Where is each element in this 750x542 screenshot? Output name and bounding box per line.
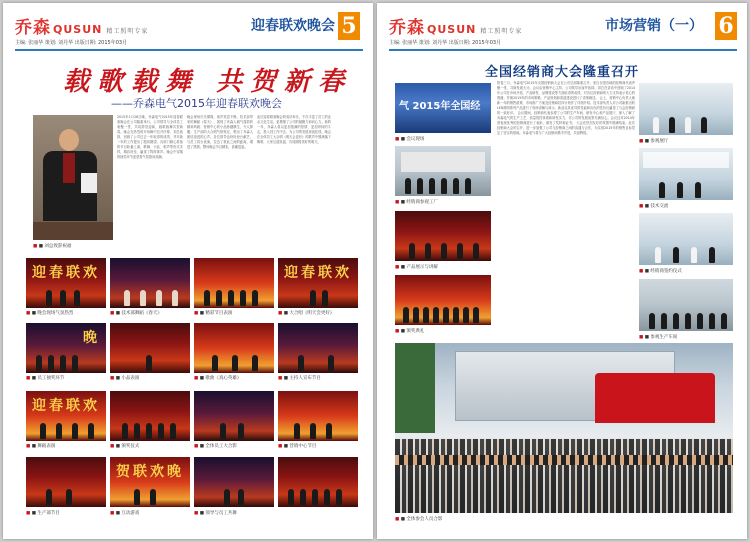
photo-caption: ■ ■ 员工抽奖环节 — [26, 375, 64, 381]
photo-caption: ■ ■ 小品表演 — [110, 375, 139, 381]
brand-logo: 乔森 QUSUN 精工照明专家 — [15, 18, 149, 38]
article-text-col-3: 此次迎春联欢晚会的成功举办，不仅丰富了员工的业余文化生活，更增强了公司的凝聚力和向心力。新的一年，乔森人将以更加饱满的热情、更加昂扬的斗志，投入到工作中去，为公司的发展再创佳绩。晚会在全体员工大合唱《明天会更好》的歌声中圆满落下帷幕，大家互道祝福，共同期待美好的明天。 — [257, 115, 331, 144]
photo-caption: ■ ■ 技术交流 — [639, 203, 668, 209]
grid-photo: 迎春联欢 — [278, 258, 358, 308]
photo-caption: ■ ■ 互动游戏 — [110, 510, 139, 516]
grid-photo — [639, 279, 733, 331]
right-page — [377, 3, 747, 539]
brand-logo: 乔森 QUSUN 精工照明专家 — [389, 18, 523, 38]
photo-caption: ■ ■ 领导与员工共舞 — [194, 510, 237, 516]
grid-photo — [110, 391, 190, 441]
photo-caption: ■ ■ 经销商参观工厂 — [395, 199, 438, 205]
photo-caption: ■ ■ 全体员工大合影 — [194, 443, 237, 449]
photo-caption: ■ ■ 颁奖典礼 — [395, 328, 424, 334]
grid-photo — [110, 323, 190, 373]
grid-photo: 气 2015年全国经 — [395, 83, 491, 133]
issue-meta: 主编: 张丽华 策划: 刘丹华 出版日期: 2015年03月 — [389, 40, 502, 46]
photo-caption: ■ ■ 精彩节目表演 — [194, 310, 232, 316]
grid-photo — [194, 391, 274, 441]
photo-caption: ■ ■ 大合唱《明天会更好》 — [278, 310, 334, 316]
grid-photo — [639, 148, 733, 200]
photo-caption: ■ ■ 刘总致辞祝福 — [33, 243, 71, 249]
page-number: 6 — [715, 12, 737, 40]
calligraphy-title: 载歌载舞 共贺新春 — [63, 67, 353, 97]
photo-caption: ■ ■ 生产部节目 — [26, 510, 60, 516]
grid-photo — [278, 391, 358, 441]
section-title: 迎春联欢晚会 — [251, 18, 335, 34]
grid-photo — [278, 323, 358, 373]
photo-caption: ■ ■ 经销商签约仪式 — [639, 268, 682, 274]
grid-photo — [194, 323, 274, 373]
article-subtitle: ——乔森电气2015年迎春联欢晚会 — [111, 97, 282, 110]
grid-photo: 晚 — [26, 323, 106, 373]
photo-caption: ■ ■ 舞蹈表演 — [26, 443, 55, 449]
grid-photo — [110, 258, 190, 308]
photo-caption: ■ ■ 参观生产车间 — [639, 334, 677, 340]
section-title: 市场营销（一） — [605, 18, 703, 34]
article-text-col-2: 晚会现场灯光璀璨，欢声笑语不断。技术部带来的舞蹈《春天》，展现了乔森人朝气蓬勃的精神风貌；营销中心的小品妙趣横生，令人捧腹；生产部的大合唱气势恢宏，唱出了乔森人团结奋进的心声。各位领导也纷纷登台献艺，与员工同台表演，拉近了彼此之间的距离，增进了感情。整场晚会节目精彩，高潮迭起。 — [187, 115, 253, 149]
grid-photo — [26, 457, 106, 507]
article-body: 阳春三月，乔森电气2015年全国经销商大会在公司总部隆重召开，来自全国各地的经销商代表齐聚一堂，共商发展大计。会议由营销中心主持，公司领导出席并致辞。刘总在讲话中回顾了2014年公司在市场开拓、产品研发、品牌建设等方面取得的成绩，对各位经销商的大力支持表示衷心的感谢，并就2015年的市场策略、产品规划和渠道建设进行了详细阐述。 会上，营销中心负责人就新一年的销售政策、市场推广方案及经销商扶持计划作了详细介绍。技术部负责人对公司新推出的LED照明系列产品进行了现场讲解与演示，新品以其优异的性能和出色的性价比赢得了与会经销商的一致好评。 会议期间，经销商代表参观了公司的生产车间、研发中心和产品展厅，深入了解了乔森电气的生产工艺、质量管控体系和研发实力，对公司的发展前景充满信心。会议还对2014年度表现优秀的经销商进行了表彰，颁发了奖杯和证书。 大会在热烈友好的氛围中圆满结束。此次经销商大会的召开，进一步加强了公司与经销商之间的沟通与合作，为实现2015年的销售目标奠定了坚实的基础。乔森电气将与广大经销商携手并进，共创辉煌。 — [497, 81, 635, 135]
photo-caption: ■ ■ 全体参会人员合影 — [395, 516, 442, 522]
article-text-col-1: 2015年1月26日晚，乔森电气2015年迎春联欢晚会在公司隆重举行。公司领导与全体员工欢聚一堂，共同辞旧迎新，载歌载舞共贺新春。晚会在热烈的开场舞中拉开序幕，刘总致辞，回顾了公司过去一年取得的成绩，并对新一年的工作提出了殷切期望。各部门精心准备的节目轮番上演，歌舞、小品、相声等形式多样，精彩纷呈，赢得了阵阵掌声。晚会中穿插的抽奖环节更是将气氛推向高潮。 — [117, 115, 183, 159]
grid-photo — [395, 146, 491, 196]
grid-photo: 迎春联欢 — [26, 258, 106, 308]
page-number: 5 — [338, 12, 360, 40]
photo-caption: ■ ■ 晚会现场气氛热烈 — [26, 310, 73, 316]
page-header — [389, 9, 737, 51]
grid-photo — [395, 211, 491, 261]
grid-photo — [639, 213, 733, 265]
photo-caption: ■ ■ 营销中心节目 — [278, 443, 316, 449]
grid-photo: 贺联欢晚 — [110, 457, 190, 507]
photo-caption: ■ ■ 产品展示与讲解 — [395, 264, 438, 270]
grid-photo — [194, 457, 274, 507]
photo-caption: ■ ■ 主持人宣布节目 — [278, 375, 321, 381]
photo-caption: ■ ■ 会议现场 — [395, 136, 424, 142]
grid-photo: 迎春联欢 — [26, 391, 106, 441]
grid-photo — [194, 258, 274, 308]
photo-caption: ■ ■ 歌曲《真心英雄》 — [194, 375, 241, 381]
grid-photo — [278, 457, 358, 507]
group-photo — [395, 343, 733, 513]
photo-caption: ■ ■ 参观展厅 — [639, 138, 668, 144]
left-page — [3, 3, 373, 539]
photo-caption: ■ ■ 技术部舞蹈《春天》 — [110, 310, 162, 316]
grid-photo — [395, 275, 491, 325]
page-header — [15, 9, 363, 51]
issue-meta: 主编: 张丽华 策划: 刘丹华 出版日期: 2015年03月 — [15, 40, 128, 46]
main-photo-speaker — [33, 115, 113, 240]
article-headline: 全国经销商大会隆重召开 — [484, 65, 639, 80]
grid-photo — [639, 83, 733, 135]
photo-caption: ■ ■ 颁奖仪式 — [110, 443, 139, 449]
